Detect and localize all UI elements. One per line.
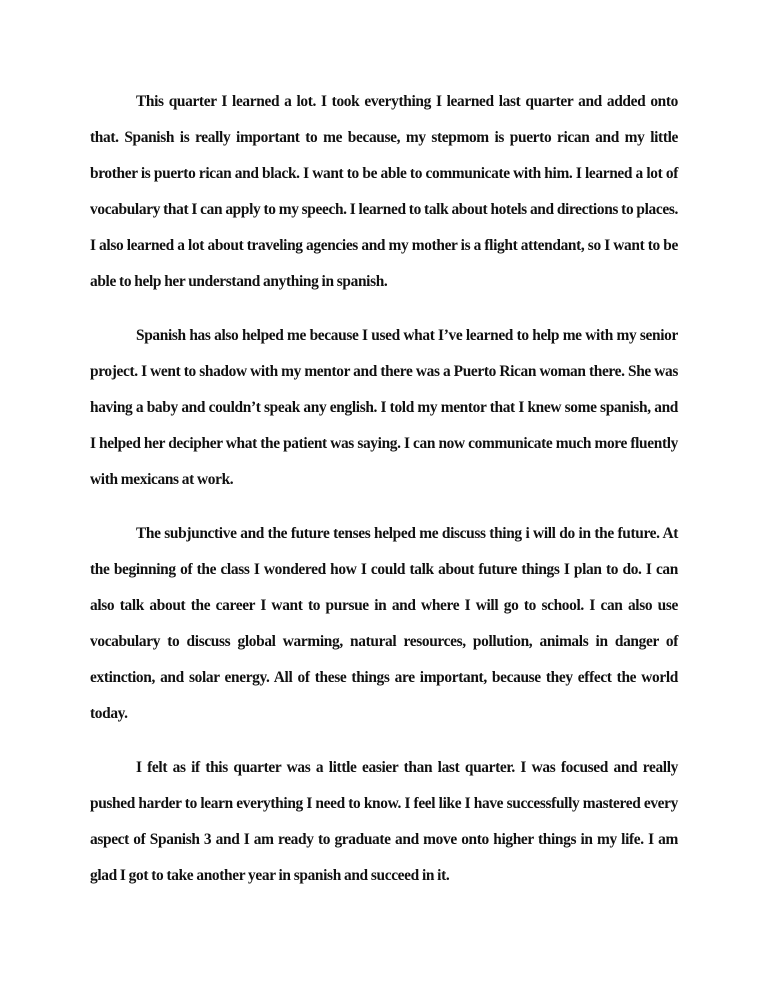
paragraph-3: The subjunctive and the future tenses helped me discuss thing i will do in the future. At the beginning of the class I wondered how I could talk about future things I plan to do. I can also talk about the career I want to pursue in and where I will go to school. I can also use vocabulary to discuss global warming, natural resources, pollution, animals in danger of extinction, and solar energy. All of these things are important, because they effect the world today. [90, 525, 678, 722]
essay-body [90, 84, 678, 912]
paragraph-1: This quarter I learned a lot. I took everything I learned last quarter and added onto that. Spanish is really important to me because, my stepmom is puerto rican and my little brother is puerto rican and black. I want to be able to communicate with him. I learned a lot of vocabulary that I can apply to my speech. I learned to talk about hotels and directions to places. I also learned a lot about traveling agencies and my mother is a flight attendant, so I want to be able to help her understand anything in spanish. [90, 93, 678, 290]
paragraph-4: I felt as if this quarter was a little easier than last quarter. I was focused and really pushed harder to learn everything I need to know. I feel like I have successfully mastered every aspect of Spanish 3 and I am ready to graduate and move onto higher things in my life. I am glad I got to take another year in spanish and succeed in it. [90, 759, 678, 884]
paragraph-2: Spanish has also helped me because I used what I’ve learned to help me with my senior project. I went to shadow with my mentor and there was a Puerto Rican woman there. She was having a baby and couldn’t speak any english. I told my mentor that I knew some spanish, and I helped her decipher what the patient was saying. I can now communicate much more fluently with mexicans at work. [90, 327, 678, 488]
